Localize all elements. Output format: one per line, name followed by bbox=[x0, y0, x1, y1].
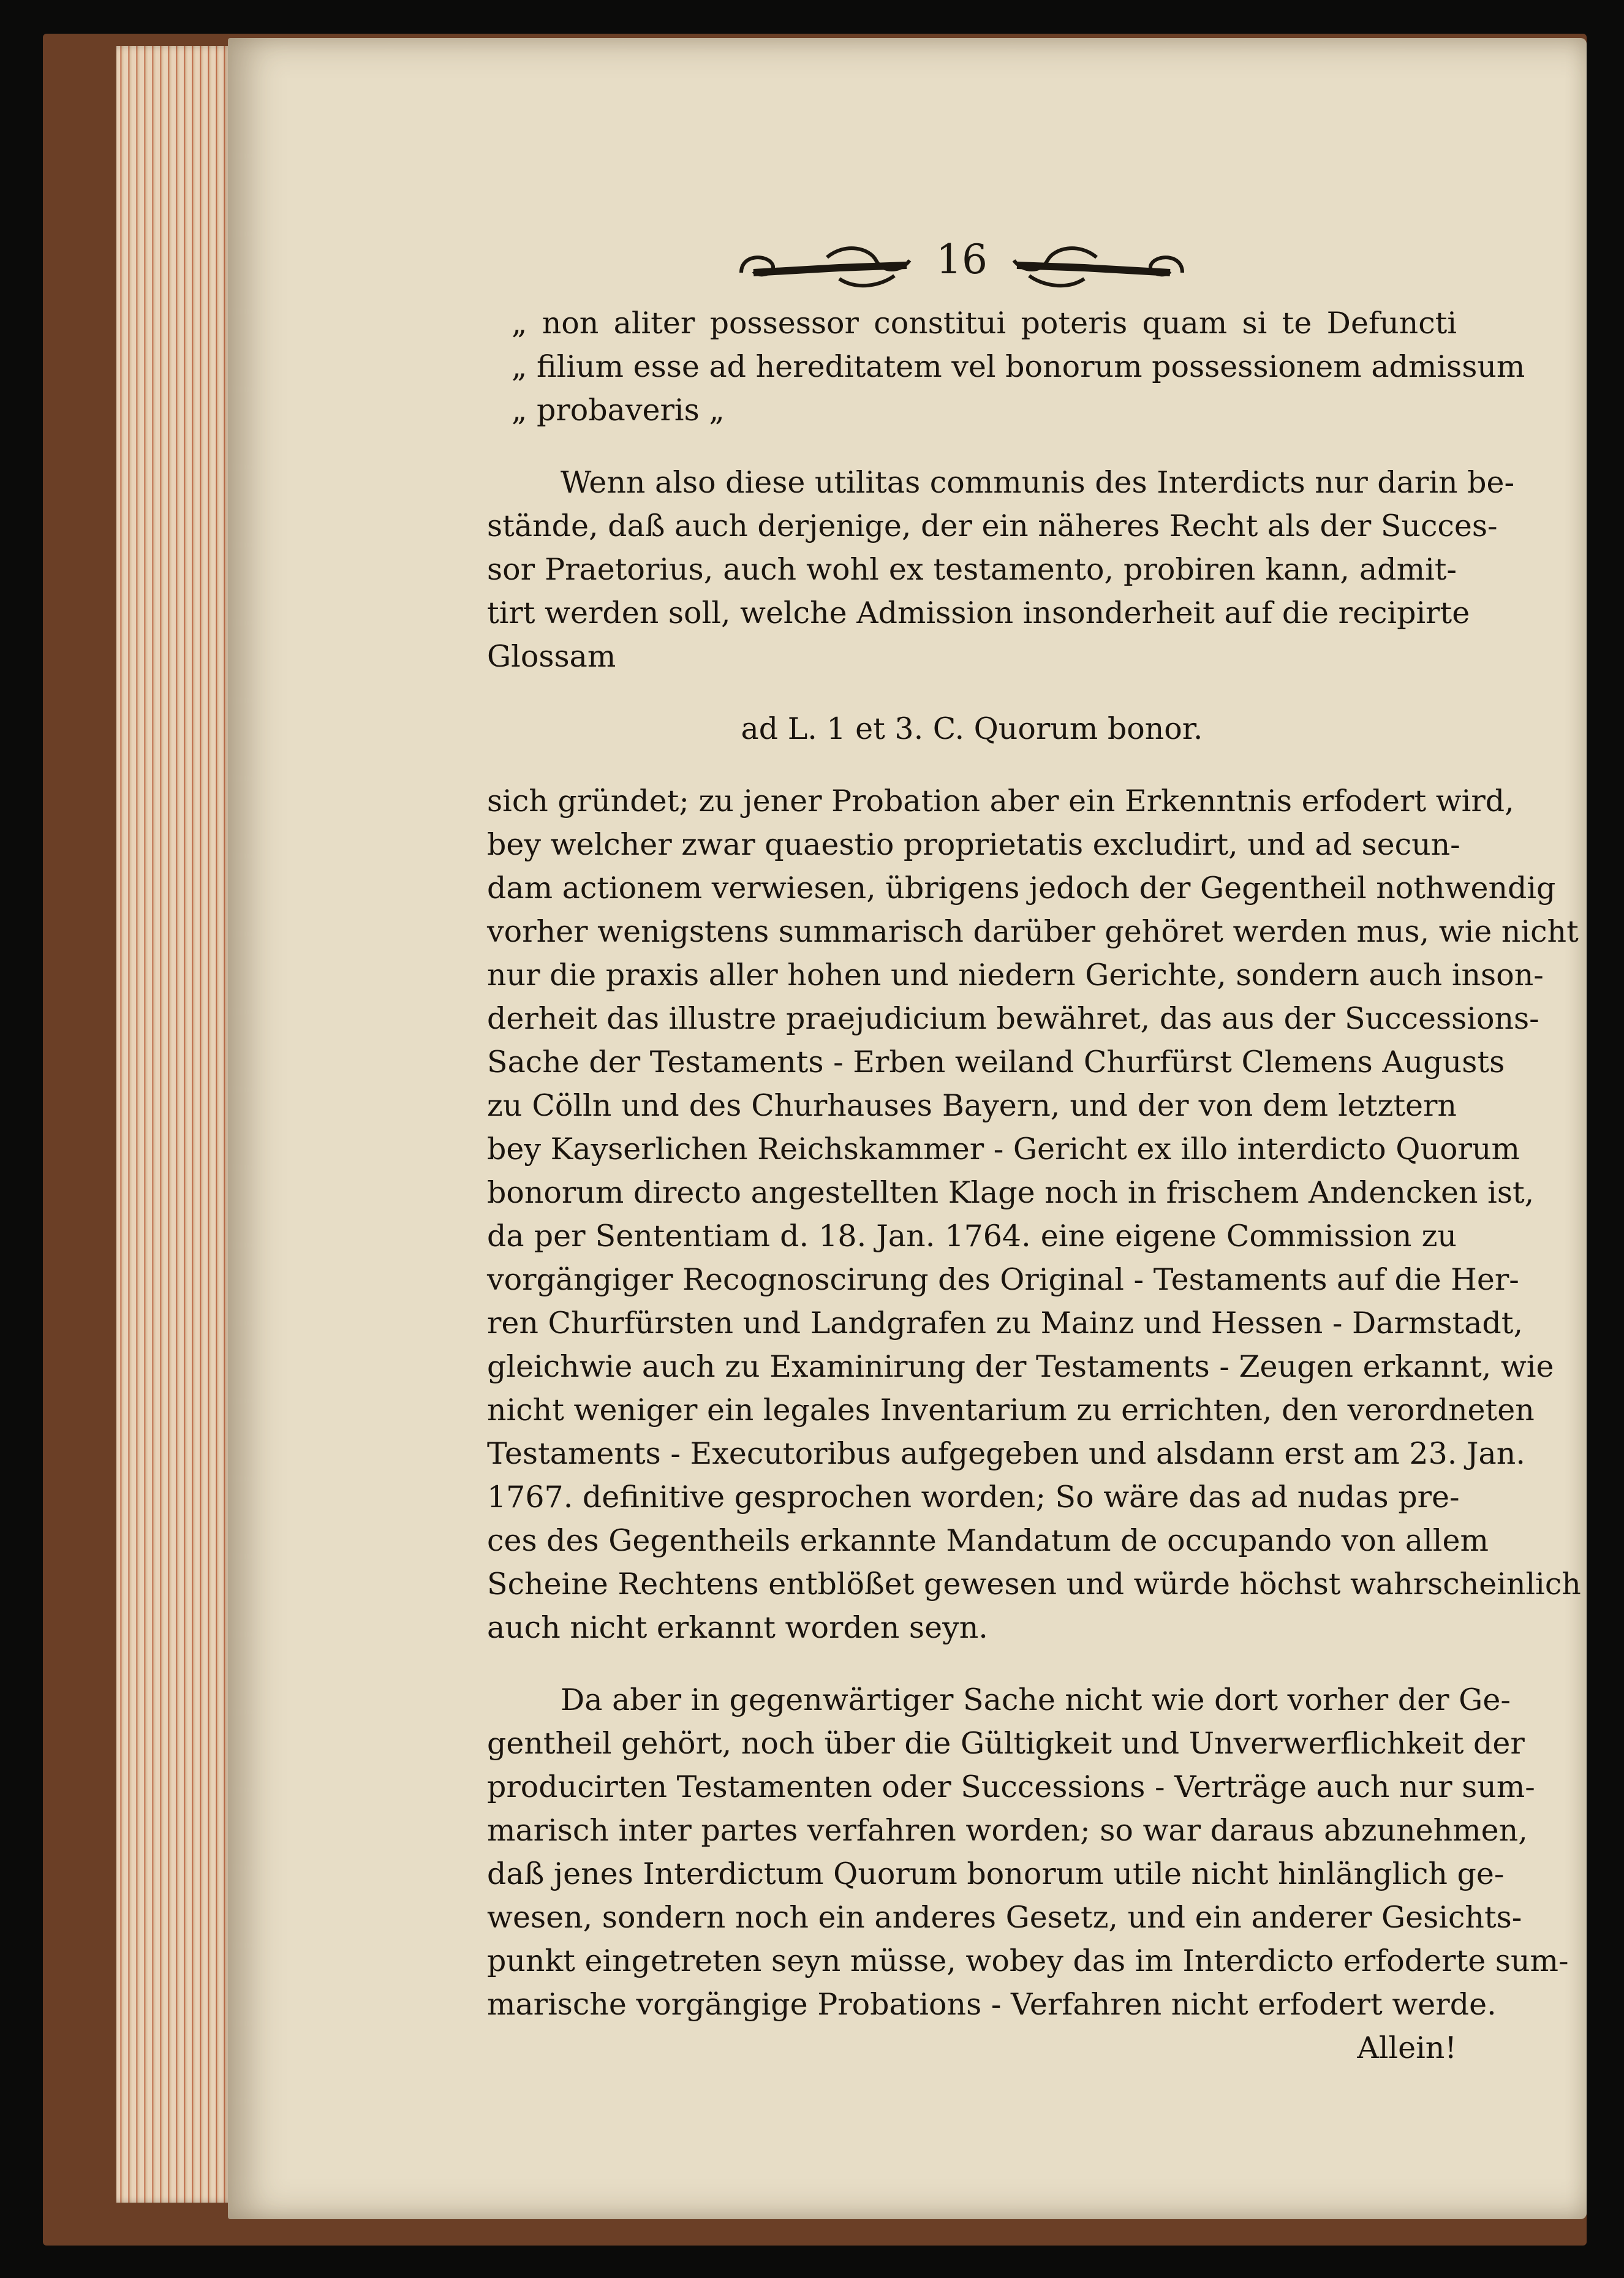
text-line: punkt eingetreten seyn müsse, wobey das im Interdicto erfoderte sum- bbox=[487, 1943, 1569, 1978]
latin-quote bbox=[487, 301, 1525, 432]
text-line: stände, daß auch derjenige, der ein näheres Recht als der Succes- bbox=[487, 509, 1498, 543]
paragraph-2 bbox=[487, 779, 1581, 1649]
text-line: nicht weniger ein legales Inventarium zu errichten, den verordneten bbox=[487, 1393, 1535, 1428]
text-line: derheit das illustre praejudicium bewähret, das aus der Successions- bbox=[487, 1001, 1539, 1036]
catchword: Allein! bbox=[1357, 2030, 1457, 2065]
text-line: ces des Gegentheils erkannte Mandatum de occupando von allem bbox=[487, 1523, 1489, 1558]
text-line: nur die praxis aller hohen und niedern Gerichte, sondern auch inson- bbox=[487, 958, 1544, 993]
text-line: vorher wenigstens summarisch darüber gehöret werden mus, wie nicht bbox=[487, 914, 1579, 949]
paragraph-3 bbox=[487, 1678, 1569, 2026]
text-line: zu Cölln und des Churhauses Bayern, und der von dem letztern bbox=[487, 1088, 1457, 1123]
page-header bbox=[735, 230, 1188, 297]
text-line: producirten Testamenten oder Successions - Verträge auch nur sum- bbox=[487, 1769, 1535, 1804]
text-line: Glossam bbox=[487, 639, 616, 674]
header-ornament-left-icon bbox=[735, 230, 913, 297]
text-line: tirt werden soll, welche Admission insonderheit auf die recipirte bbox=[487, 596, 1470, 630]
text-line: daß jenes Interdictum Quorum bonorum utile nicht hinlänglich ge- bbox=[487, 1856, 1505, 1891]
quote-line: „ filium esse ad hereditatem vel bonorum possessionem admissum bbox=[512, 349, 1525, 384]
paragraph-1 bbox=[487, 461, 1515, 678]
page-text bbox=[487, 301, 1581, 2070]
text-line: Sache der Testaments - Erben weiland Churfürst Clemens Augusts bbox=[487, 1045, 1505, 1080]
text-line: da per Sententiam d. 18. Jan. 1764. eine eigene Commission zu bbox=[487, 1219, 1457, 1254]
text-line: auch nicht erkannt worden seyn. bbox=[487, 1610, 988, 1645]
text-line: ren Churfürsten und Landgrafen zu Mainz und Hessen - Darmstadt, bbox=[487, 1306, 1524, 1341]
header-ornament-right-icon bbox=[1011, 230, 1188, 297]
quote-line: „ non aliter possessor constitui poteris quam si te Defuncti bbox=[512, 306, 1457, 341]
page-edges bbox=[116, 46, 233, 2203]
text-line: 1767. definitive gesprochen worden; So wäre das ad nudas pre- bbox=[487, 1480, 1460, 1515]
text-line: marisch inter partes verfahren worden; so war daraus abzunehmen, bbox=[487, 1813, 1528, 1848]
text-line: marische vorgängige Probations - Verfahren nicht erfodert werde. bbox=[487, 1987, 1497, 2022]
text-line: Scheine Rechtens entblößet gewesen und würde höchst wahrscheinlich bbox=[487, 1567, 1581, 1602]
text-line: vorgängiger Recognoscirung des Original - Testaments auf die Her- bbox=[487, 1262, 1519, 1297]
text-line: Wenn also diese utilitas communis des Interdicts nur darin be- bbox=[561, 465, 1515, 500]
text-line: sich gründet; zu jener Probation aber ein Erkenntnis erfodert wird, bbox=[487, 784, 1514, 819]
page-number: 16 bbox=[936, 236, 988, 283]
text-line: sor Praetorius, auch wohl ex testamento, probiren kann, admit- bbox=[487, 552, 1457, 587]
text-line: gleichwie auch zu Examinirung der Testaments - Zeugen erkannt, wie bbox=[487, 1349, 1554, 1384]
text-line: wesen, sondern noch ein anderes Gesetz, und ein anderer Gesichts- bbox=[487, 1900, 1522, 1935]
text-line: Testaments - Executoribus aufgegeben und alsdann erst am 23. Jan. bbox=[487, 1436, 1525, 1471]
quote-line: „ probaveris „ bbox=[512, 393, 725, 428]
text-line: dam actionem verwiesen, übrigens jedoch der Gegentheil nothwendig bbox=[487, 871, 1556, 906]
citation: ad L. 1 et 3. C. Quorum bonor. bbox=[741, 711, 1203, 746]
text-line: bonorum directo angestellten Klage noch in frischem Andencken ist, bbox=[487, 1175, 1535, 1210]
text-line: gentheil gehört, noch über die Gültigkeit und Unverwerflichkeit der bbox=[487, 1726, 1525, 1761]
text-line: bey Kayserlichen Reichskammer - Gericht ex illo interdicto Quorum bbox=[487, 1132, 1520, 1167]
text-line: bey welcher zwar quaestio proprietatis excludirt, und ad secun- bbox=[487, 827, 1460, 862]
text-line: Da aber in gegenwärtiger Sache nicht wie dort vorher der Ge- bbox=[561, 1682, 1511, 1717]
